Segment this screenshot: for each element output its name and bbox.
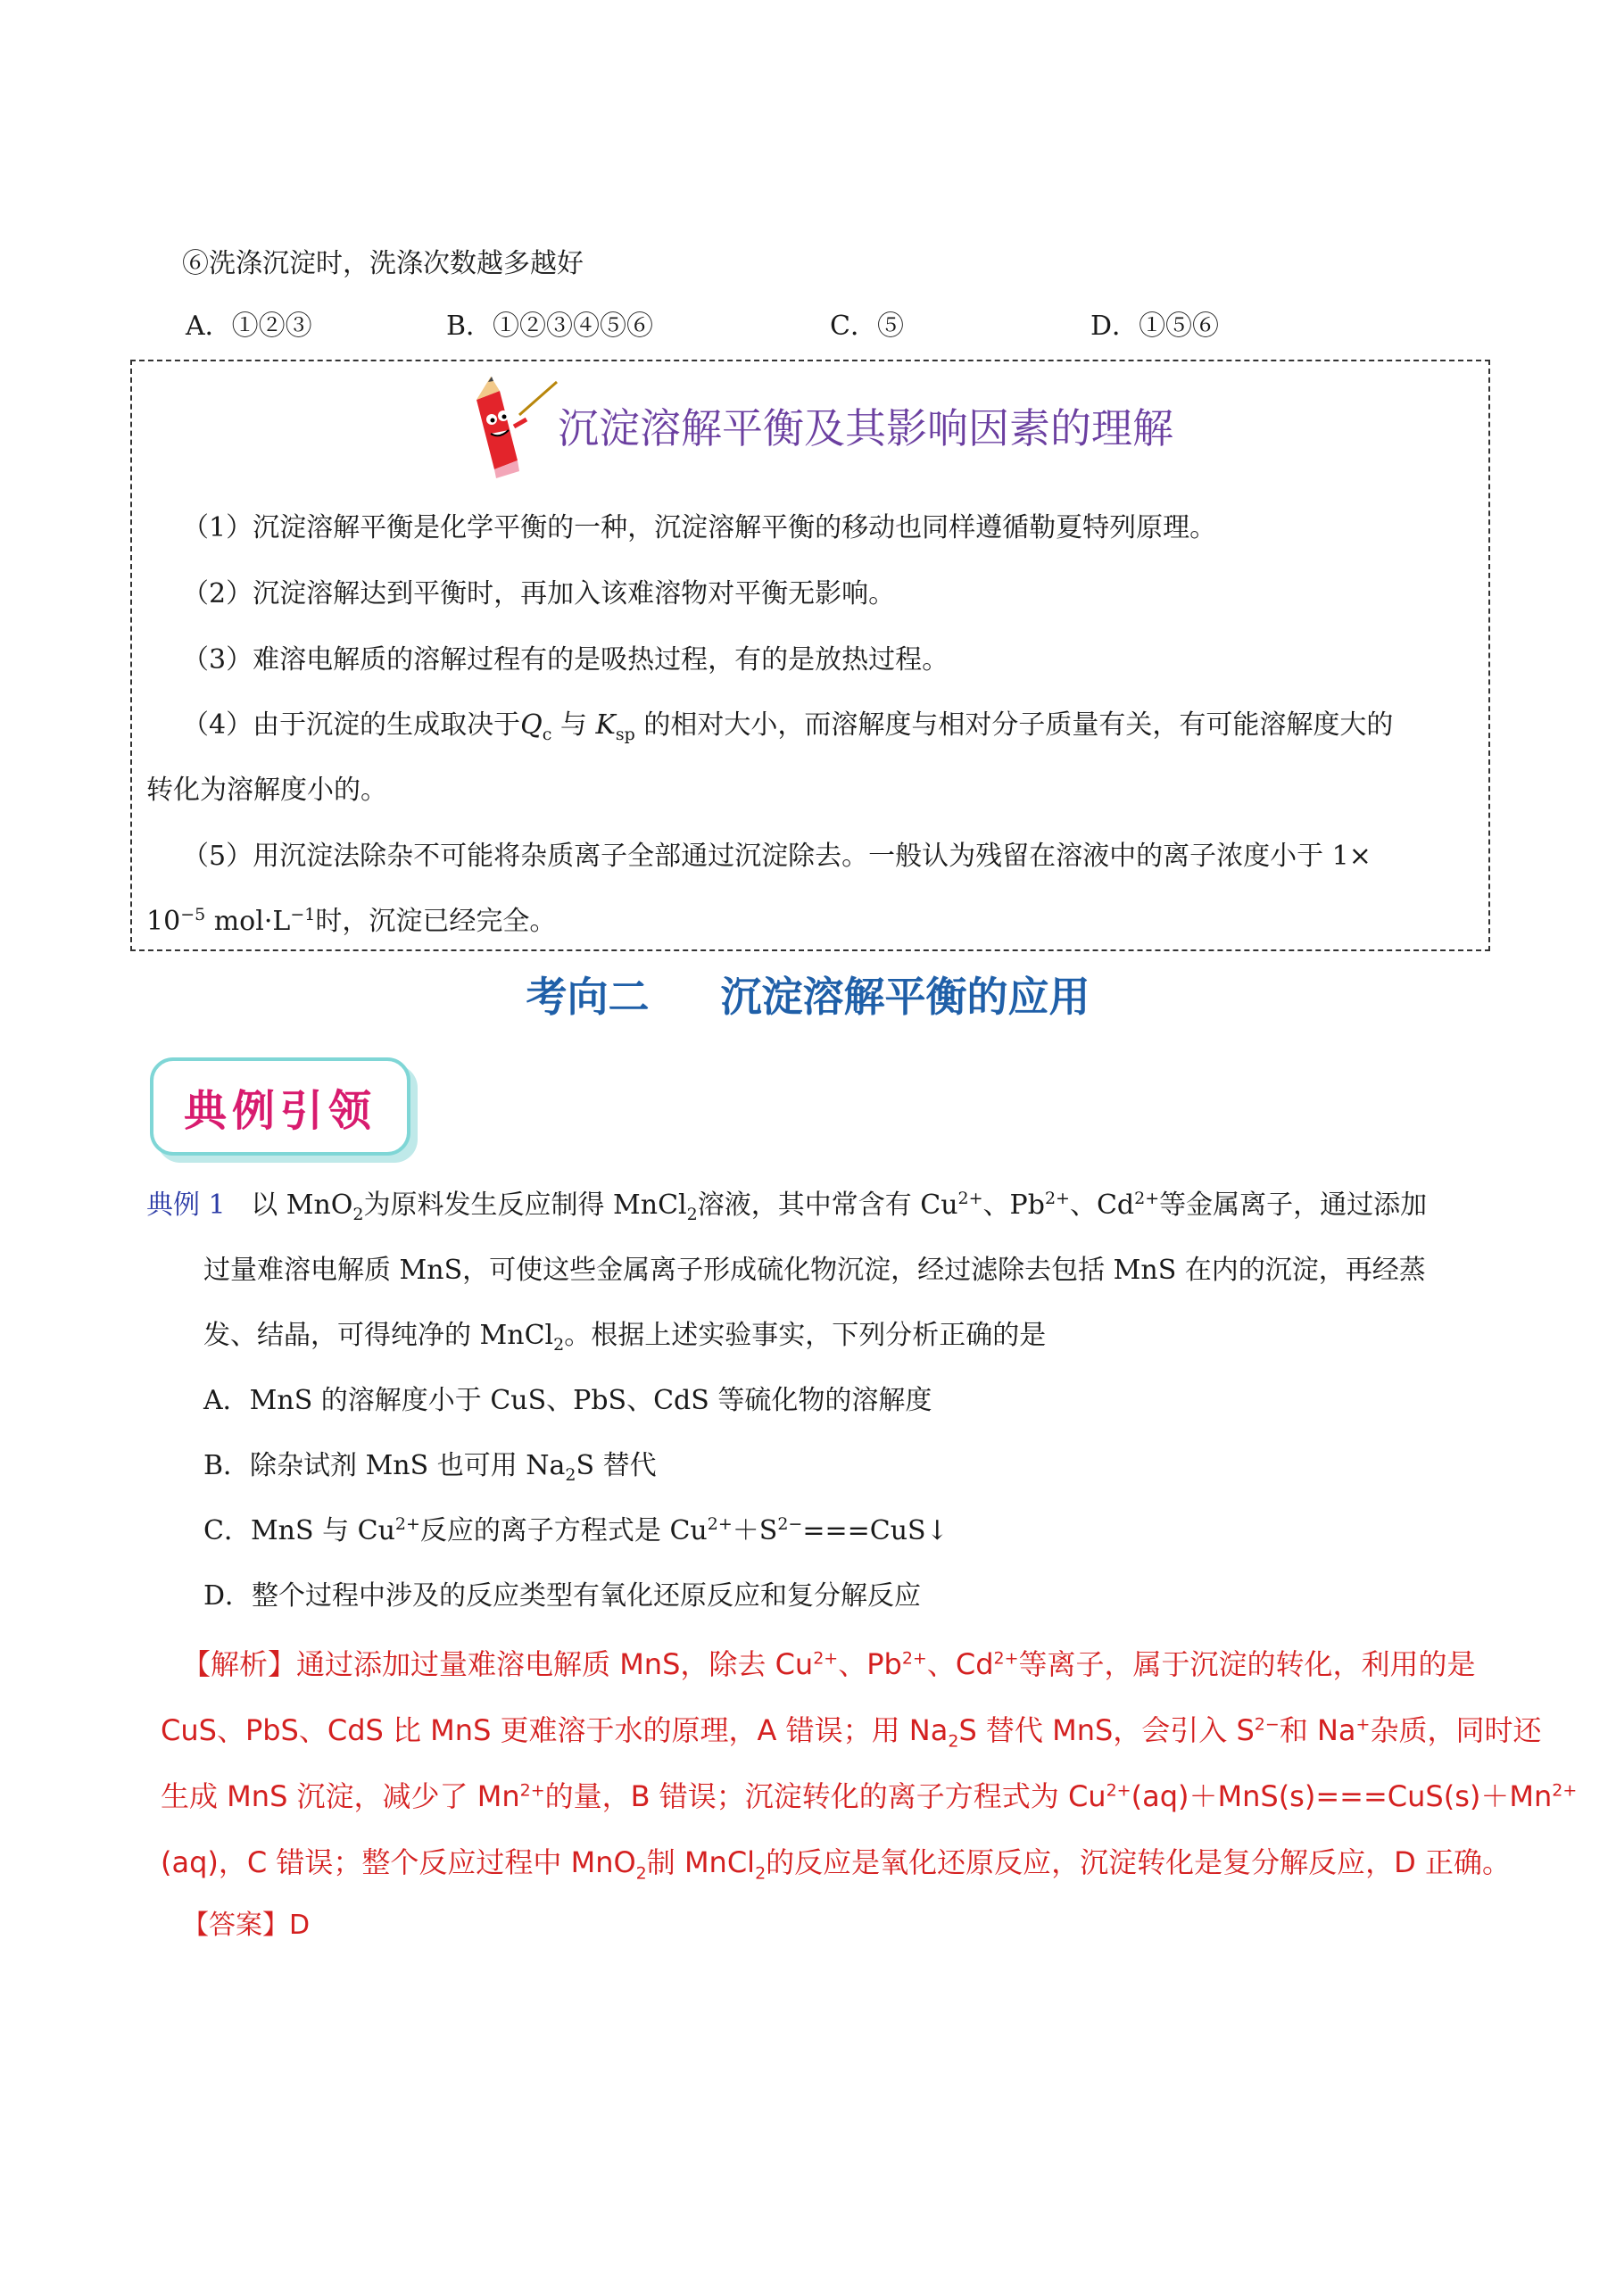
text: 和 Na	[1279, 1713, 1356, 1747]
text: 的反应是氧化还原反应，沉淀转化是复分解反应，D 正确。	[766, 1845, 1511, 1879]
text: (aq)＋MnS(s)===CuS(s)＋Mn	[1131, 1779, 1553, 1813]
text: 时，沉淀已经完全。	[315, 906, 557, 937]
option-text: ⑤	[876, 311, 904, 342]
superscript: 2+	[957, 1189, 983, 1208]
example-1-line-2: 过量难溶电解质 MnS，可使这些金属离子形成硫化物沉淀，经过滤除去包括 MnS 在内的沉淀，再经蒸	[203, 1255, 1426, 1286]
superscript: 2−	[777, 1514, 803, 1534]
question-item-6: ⑥洗涤沉淀时，洗涤次数越多越好	[182, 248, 584, 279]
ksp-symbol: K	[595, 709, 616, 741]
subscript: 2	[948, 1731, 959, 1752]
text: 。根据上述实验事实，下列分析正确的是	[564, 1320, 1047, 1351]
text: 发、结晶，可得纯净的 MnCl	[203, 1320, 554, 1351]
tip-point-2: （2）沉淀溶解达到平衡时，再加入该难溶物对平衡无影响。	[182, 578, 896, 609]
text: 溶液，其中常含有 Cu	[697, 1189, 958, 1221]
superscript: 2+	[813, 1648, 839, 1669]
text: mol·L	[205, 906, 291, 937]
text: 、Cd	[926, 1647, 994, 1681]
tip-point-3: （3）难溶电解质的溶解过程有的是吸热过程，有的是放热过程。	[182, 644, 949, 676]
example-1-option-a: A．MnS 的溶解度小于 CuS、PbS、CdS 等硫化物的溶解度	[203, 1385, 932, 1416]
text: 杂质，同时还	[1370, 1713, 1542, 1747]
subscript: 2	[565, 1465, 576, 1485]
text: CuS、PbS、CdS 比 MnS 更难溶于水的原理，A 错误；用 Na	[161, 1713, 949, 1747]
option-label: C．	[830, 311, 877, 342]
option-c	[830, 309, 904, 344]
text: 以 MnO	[251, 1189, 353, 1221]
tip-title: 沉淀溶解平衡及其影响因素的理解	[558, 404, 1173, 452]
example-1-line-3	[203, 1318, 1046, 1354]
text: B．除杂试剂 MnS 也可用 Na	[203, 1450, 566, 1481]
option-d	[1090, 309, 1219, 344]
tip-point-4	[182, 708, 1393, 743]
superscript: −1	[290, 905, 316, 924]
superscript: 2+	[993, 1648, 1019, 1669]
analysis-tag: 【解析】	[182, 1647, 297, 1681]
text: 通过添加过量难溶电解质 MnS，除去 Cu	[296, 1647, 814, 1681]
answer-tag: 【答案】	[182, 1910, 289, 1941]
text: （4）由于沉淀的生成取决于	[182, 709, 521, 741]
example-1-line-1	[146, 1188, 1427, 1223]
text: 反应的离子方程式是 Cu	[419, 1515, 708, 1546]
text: 与	[559, 709, 587, 741]
option-label: B．	[446, 311, 493, 342]
text: C．MnS 与 Cu	[203, 1515, 395, 1546]
subscript: 2	[352, 1205, 364, 1224]
text: ＋S	[732, 1515, 778, 1546]
option-text: ①②③④⑤⑥	[493, 311, 654, 342]
option-text: ①②③	[231, 311, 312, 342]
analysis-line-1	[182, 1646, 1476, 1682]
pencil-mascot-icon	[464, 375, 562, 482]
answer-line	[182, 1908, 310, 1944]
option-label: D．	[1090, 311, 1139, 342]
analysis-line-2	[161, 1712, 1542, 1752]
example-1-option-d: D．整个过程中涉及的反应类型有氧化还原反应和复分解反应	[203, 1580, 922, 1612]
subscript: 2	[686, 1205, 698, 1224]
option-text: ①⑤⑥	[1139, 311, 1220, 342]
option-a	[186, 309, 312, 344]
answer-value: D	[289, 1910, 311, 1941]
subscript: 2	[635, 1863, 647, 1884]
text: 等离子，属于沉淀的转化，利用的是	[1018, 1647, 1476, 1681]
example-1-option-b	[203, 1448, 657, 1484]
text: 10	[146, 906, 181, 937]
text: (aq)，C 错误；整个反应过程中 MnO	[161, 1845, 636, 1879]
superscript: +	[1355, 1714, 1371, 1735]
text: 、Cd	[1069, 1189, 1135, 1221]
superscript: 2+	[1106, 1780, 1131, 1801]
option-label: A．	[186, 311, 232, 342]
text: 、Pb	[982, 1189, 1045, 1221]
subscript: 2	[553, 1335, 565, 1355]
text: 为原料发生反应制得 MnCl	[363, 1189, 687, 1221]
tip-point-4-cont: 转化为溶解度小的。	[146, 775, 387, 806]
superscript: −5	[180, 905, 206, 924]
tip-point-1: （1）沉淀溶解平衡是化学平衡的一种，沉淀溶解平衡的移动也同样遵循勒夏特列原理。	[182, 512, 1217, 543]
text: 、Pb	[838, 1647, 902, 1681]
text: S 替代 MnS，会引入 S	[958, 1713, 1255, 1747]
tip-point-5: （5）用沉淀法除杂不可能将杂质离子全部通过沉淀除去。一般认为残留在溶液中的离子浓度小于 1×	[182, 841, 1372, 872]
tip-point-5-cont	[146, 904, 556, 940]
section-title: 考向二 沉淀溶解平衡的应用	[526, 973, 1090, 1021]
superscript: 2−	[1254, 1714, 1280, 1735]
superscript: 2+	[901, 1648, 927, 1669]
superscript: 2+	[394, 1514, 420, 1534]
superscript: 2+	[1044, 1189, 1070, 1208]
analysis-line-3	[161, 1778, 1577, 1814]
subscript: 2	[755, 1863, 767, 1884]
text: 生成 MnS 沉淀，减少了 Mn	[161, 1779, 520, 1813]
option-b	[446, 309, 653, 344]
superscript: 2+	[519, 1780, 545, 1801]
text: 的量，B 错误；沉淀转化的离子方程式为 Cu	[544, 1779, 1106, 1813]
text: ===CuS↓	[802, 1515, 949, 1546]
text: 制 MnCl	[646, 1845, 756, 1879]
example-badge: 典例引领	[150, 1057, 410, 1156]
example-label: 典例 1	[146, 1189, 226, 1221]
qc-symbol: Q	[520, 709, 543, 741]
example-1-option-c	[203, 1513, 949, 1549]
text: S 替代	[576, 1450, 657, 1481]
superscript: 2+	[1134, 1189, 1160, 1208]
analysis-line-4	[161, 1844, 1511, 1884]
text: 的相对大小，而溶解度与相对分子质量有关，有可能溶解度大的	[643, 709, 1394, 741]
text: 等金属离子，通过添加	[1159, 1189, 1428, 1221]
subscript: sp	[615, 725, 635, 744]
superscript: 2+	[707, 1514, 733, 1534]
superscript: 2+	[1552, 1780, 1578, 1801]
subscript: c	[542, 725, 552, 744]
